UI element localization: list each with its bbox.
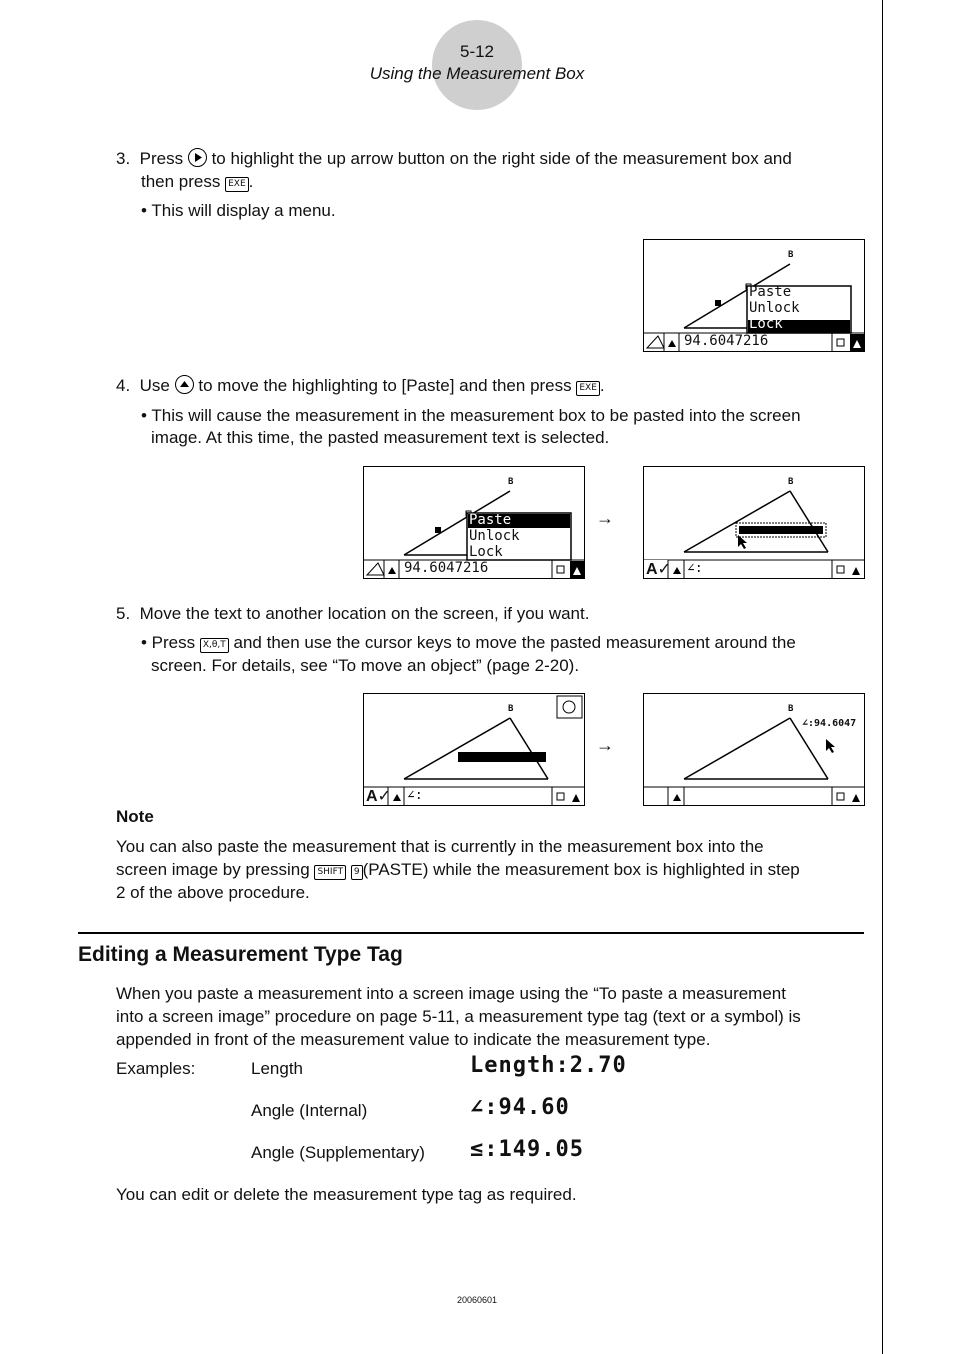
menu-item-unlock[interactable]: Unlock (749, 300, 800, 316)
page-section-title: Using the Measurement Box (369, 64, 585, 83)
step4-line1: 4. Use to move the highlighting to [Paste] and then press EXE . (116, 376, 605, 395)
example-length-display: Length:2.70 (470, 1053, 627, 1078)
vertex-b-label: B (788, 250, 794, 260)
step3-line2: then press EXE . (141, 172, 254, 191)
measurement-box-angle: ∠: (407, 788, 423, 803)
section-divider (78, 932, 864, 934)
note-line3: 2 of the above procedure. (116, 883, 310, 902)
triangle-figure-pasted (644, 467, 864, 578)
triangle-figure-moving (364, 694, 584, 805)
step4-text-b: to move the highlighting to [Paste] and then press (198, 376, 572, 395)
examples-label: Examples: (116, 1059, 196, 1078)
triangle-figure-moved (644, 694, 864, 805)
xot-key-icon: X,θ,T (200, 638, 229, 653)
example-angle-supplementary-name: Angle (Supplementary) (251, 1143, 425, 1162)
step3-text-a: Press (139, 149, 184, 168)
example-angle-supplementary-display: ≤:149.05 (470, 1137, 584, 1162)
step5-line (116, 602, 589, 625)
note-text-b: (PASTE) while the measurement box is highlighted in step (362, 860, 800, 879)
step3-line1 (116, 147, 792, 170)
nine-key-icon: 9 (351, 865, 363, 880)
note-text-a: screen image by pressing (116, 860, 310, 879)
note-heading: Note (116, 807, 154, 826)
exe-key-icon: EXE (576, 381, 600, 396)
menu-item-paste[interactable]: Paste (749, 284, 792, 300)
up-cursor-key-icon (175, 375, 194, 394)
vertex-b-label: B (508, 477, 514, 487)
vertex-b-label: B (508, 704, 514, 714)
note-line1: You can also paste the measurement that is currently in the measurement box into the (116, 837, 764, 856)
example-angle-internal-name: Angle (Internal) (251, 1101, 368, 1120)
note-line2 (116, 858, 800, 881)
measurement-box-angle: ∠: (687, 561, 703, 576)
menu-item-lock[interactable]: Lock (469, 544, 503, 560)
menu-item-unlock[interactable]: Unlock (469, 528, 520, 544)
step4-bullet-line2: image. At this time, the pasted measurement text is selected. (151, 428, 610, 447)
step3-bullet: • This will display a menu. (141, 201, 336, 220)
calculator-screen-moving (363, 693, 585, 806)
menu-item-paste[interactable]: Paste (469, 512, 512, 528)
step5-text: Move the text to another location on the screen, if you want. (139, 604, 590, 623)
vertex-b-label: B (788, 704, 794, 714)
step4-number: 4. (116, 376, 131, 395)
calculator-screen-moved (643, 693, 865, 806)
text-tool-icon: A✓ (646, 561, 671, 578)
transition-arrow: → (596, 735, 614, 755)
section-para-line3: appended in front of the measurement value to indicate the measurement type. (116, 1030, 711, 1049)
measurement-value: 94.6047216 (684, 333, 769, 349)
example-length-name: Length (251, 1059, 303, 1078)
step3-text-c: then press (141, 172, 221, 191)
menu-item-lock[interactable]: Lock (749, 316, 783, 332)
section-title: Editing a Measurement Type Tag (78, 943, 403, 966)
shift-key-icon: SHIFT (314, 865, 346, 880)
calculator-screen-menu (643, 239, 865, 352)
example-angle-internal-display: ∠:94.60 (470, 1095, 570, 1120)
measurement-value: 94.6047216 (404, 560, 489, 576)
step5-bullet-text-b: and then use the cursor keys to move the pasted measurement around the (233, 633, 796, 652)
step3-text-b: to highlight the up arrow button on the right side of the measurement box and (211, 149, 792, 168)
vertex-b-label: B (788, 477, 794, 487)
step3-number: 3. (116, 149, 131, 168)
right-cursor-key-icon (188, 148, 207, 167)
step5-number: 5. (116, 604, 131, 623)
step4-text-a: Use (139, 376, 170, 395)
step5-bullet-line1 (141, 631, 796, 654)
footer-code: 20060601 (456, 1295, 498, 1305)
section-para-line1: When you paste a measurement into a screen image using the “To paste a measurement (116, 984, 786, 1003)
calculator-screen-paste-highlighted (363, 466, 585, 579)
text-tool-icon: A✓ (366, 788, 391, 805)
pasted-measurement-label: ∠:94.6047 (802, 718, 857, 729)
section-para-line2: into a screen image” procedure on page 5-11, a measurement type tag (text or a symbol) is (116, 1007, 801, 1026)
step5-bullet-text-a: • Press (141, 633, 196, 652)
section-closing: You can edit or delete the measurement type tag as required. (116, 1185, 577, 1204)
page-right-rule (882, 0, 883, 1354)
exe-key-icon: EXE (225, 177, 249, 192)
transition-arrow: → (596, 508, 614, 528)
step5-bullet-line2: screen. For details, see “To move an object” (page 2-20). (151, 656, 580, 675)
step4-bullet-line1: • This will cause the measurement in the measurement box to be pasted into the screen (141, 406, 801, 425)
calculator-screen-pasted (643, 466, 865, 579)
page-number: 5-12 (459, 42, 495, 61)
